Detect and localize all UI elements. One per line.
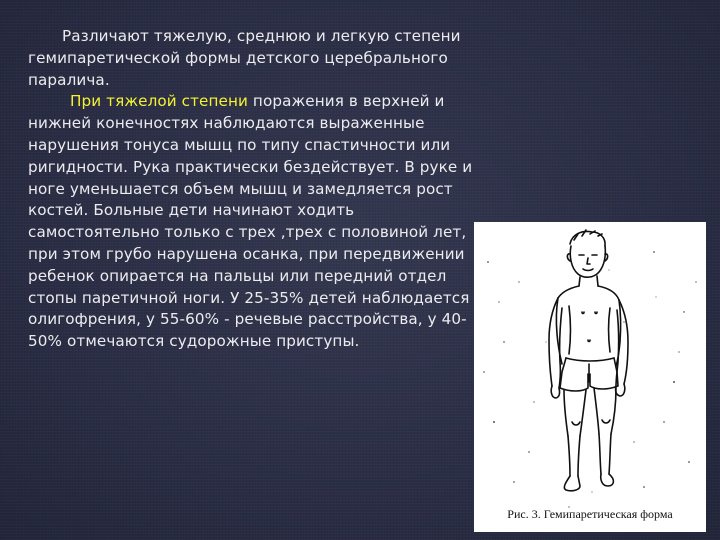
highlight-severe-degree: При тяжелой степени [70, 92, 248, 111]
figure-hemiparetic-child [474, 222, 706, 532]
figure-caption: Рис. 3. Гемипаретическая форма [507, 507, 673, 521]
paragraph-intro: Различают тяжелую, среднюю и легкую степени гемипаретической формы детского церебрального паралича. [28, 27, 461, 89]
slide-body-text [28, 26, 488, 353]
paragraph-severe-text: поражения в верхней и нижней конечностях наблюдаются выраженные нарушения тонуса мышц по типу спастичности или ригидности. Рука практически бездействует. В руке и ноге уменьшается объем мышц и замедляется рост костей. Больные дети начинают ходить самостоятельно только с трех ,трех с половиной лет, при этом грубо нарушена осанка, при передвижении ребенок опирается на пальцы или передний отдел стопы паретичной ноги. У 25-35% детей наблюдается олигофрения, у 55-60% - речевые расстройства, у 40-50% отмечаются судорожные приступы. [28, 92, 473, 351]
child-figure-illustration [474, 222, 706, 532]
paragraph-severe [28, 91, 488, 353]
